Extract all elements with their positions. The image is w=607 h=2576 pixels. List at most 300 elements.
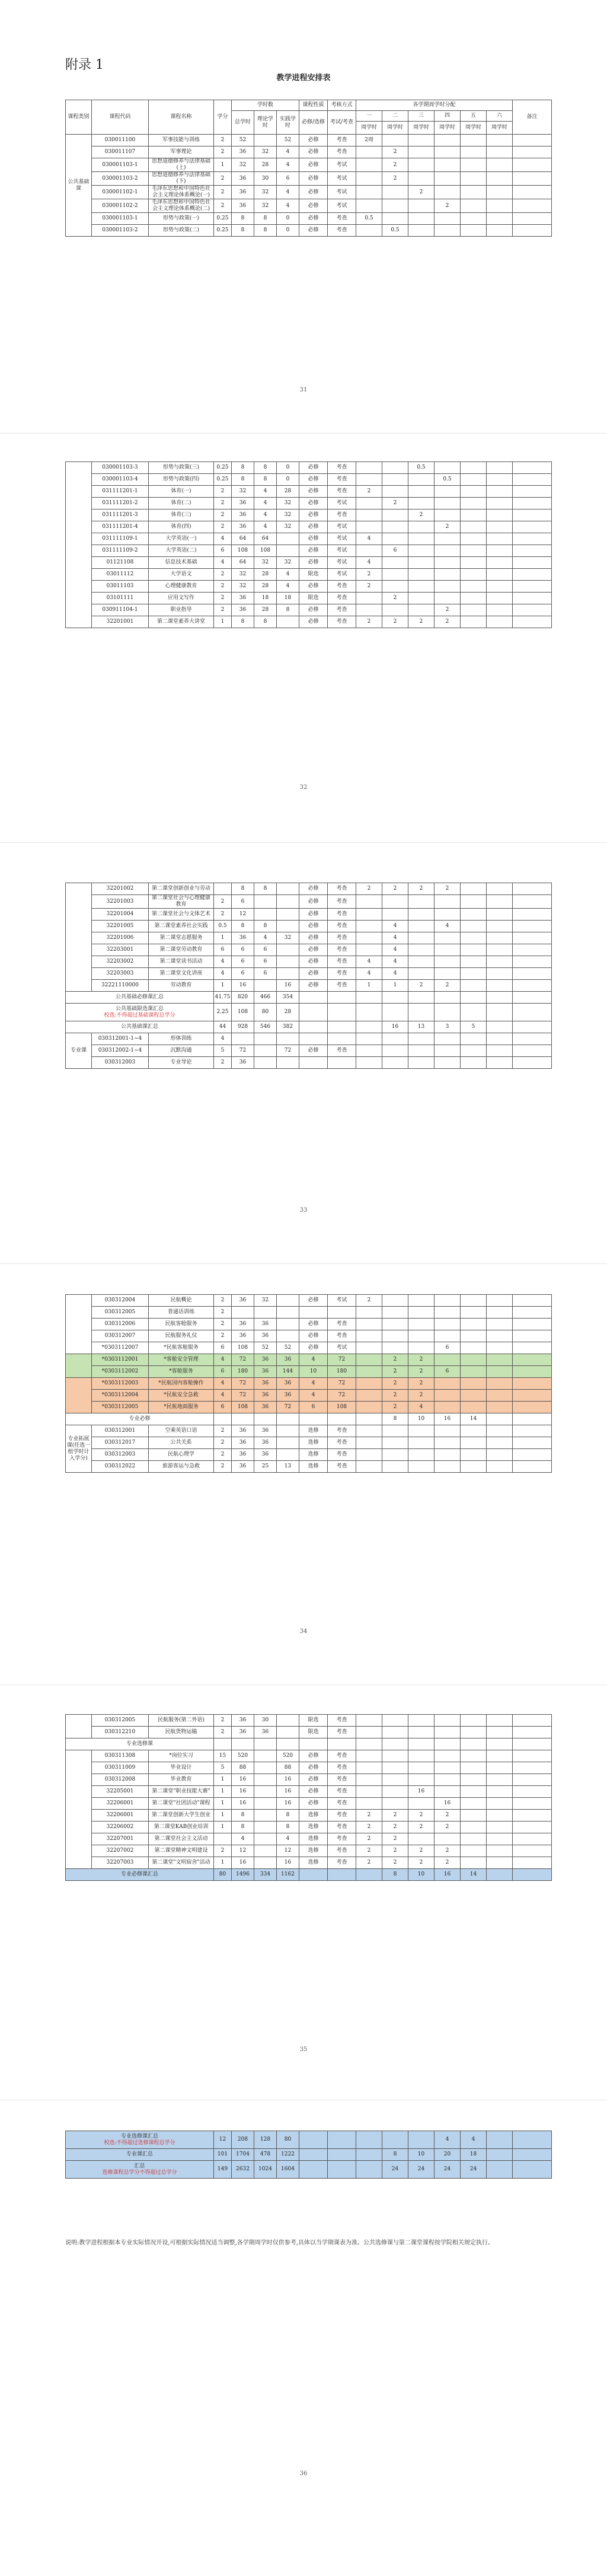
value-cell: 考查: [328, 968, 356, 980]
value-cell: [328, 2131, 356, 2149]
value-cell: [435, 1402, 461, 1413]
value-cell: 考查: [328, 1330, 356, 1342]
value-cell: [382, 581, 408, 593]
value-cell: 16: [232, 1798, 254, 1810]
value-cell: [408, 1461, 435, 1473]
value-cell: 108: [232, 1342, 254, 1354]
summary-label-cell: [66, 2131, 214, 2149]
page-number-3: 33: [299, 1207, 308, 1214]
value-cell: [232, 1738, 254, 1750]
value-cell: [356, 1319, 382, 1330]
value-cell: [408, 545, 435, 557]
value-cell: 2: [408, 1378, 435, 1390]
table-row: [66, 1378, 552, 1390]
value-cell: 必修: [299, 956, 328, 968]
value-cell: 必修: [299, 616, 328, 628]
value-cell: 必修: [299, 172, 328, 186]
value-cell: 1: [356, 980, 382, 992]
value-cell: 考查: [328, 1715, 356, 1727]
value-cell: 72: [277, 1045, 299, 1057]
value-cell: 0: [277, 474, 299, 486]
value-cell: [382, 186, 408, 199]
value-cell: [356, 2131, 382, 2149]
value-cell: 考查: [328, 1774, 356, 1786]
value-cell: 2: [356, 1295, 382, 1307]
header-code: 课程代码: [92, 100, 149, 135]
value-cell: 1: [214, 1774, 232, 1786]
value-cell: [487, 980, 513, 992]
value-cell: 16: [408, 1786, 435, 1798]
value-cell: 32: [232, 569, 254, 581]
value-cell: 考查: [328, 1845, 356, 1857]
value-cell: 1162: [277, 1869, 299, 1881]
remark-cell: [513, 883, 552, 895]
value-cell: 6: [254, 944, 277, 956]
value-cell: [408, 1307, 435, 1319]
value-cell: [277, 545, 299, 557]
remark-cell: [513, 2161, 552, 2179]
value-cell: 2: [408, 186, 435, 199]
value-cell: 2: [382, 1402, 408, 1413]
table-row: [66, 158, 552, 172]
value-cell: 考试: [328, 186, 356, 199]
value-cell: 考查: [328, 1798, 356, 1810]
value-cell: 12: [214, 2131, 232, 2149]
value-cell: [461, 486, 487, 498]
value-cell: [277, 944, 299, 956]
value-cell: 8: [254, 474, 277, 486]
value-cell: [356, 1390, 382, 1402]
course-code-cell: 030311009: [92, 1762, 149, 1774]
value-cell: 32: [254, 199, 277, 213]
value-cell: 5: [214, 1045, 232, 1057]
value-cell: 52: [232, 135, 254, 147]
value-cell: [461, 135, 487, 147]
value-cell: 考查: [328, 486, 356, 498]
value-cell: [277, 1319, 299, 1330]
value-cell: 4: [214, 533, 232, 545]
value-cell: 2: [214, 521, 232, 533]
table-row: [66, 213, 552, 225]
value-cell: [461, 462, 487, 474]
value-cell: [232, 1033, 254, 1045]
value-cell: [299, 1413, 328, 1425]
summary-row: [66, 2161, 552, 2179]
remark-cell: [513, 932, 552, 944]
table-row: [66, 581, 552, 593]
value-cell: 88: [277, 1762, 299, 1774]
value-cell: 4: [214, 1033, 232, 1045]
value-cell: 8: [254, 213, 277, 225]
value-cell: [461, 1354, 487, 1366]
course-name-cell: 公共关系: [149, 1437, 214, 1449]
course-code-cell: 030001103-1: [92, 213, 149, 225]
course-code-cell: 031111109-2: [92, 545, 149, 557]
course-name-cell: 沉默沟通: [149, 1045, 214, 1057]
value-cell: [487, 1869, 513, 1881]
value-cell: [461, 1810, 487, 1822]
value-cell: [487, 1798, 513, 1810]
course-code-cell: 32203002: [92, 956, 149, 968]
course-name-cell: 大学英语(一): [149, 533, 214, 545]
value-cell: 2: [382, 1857, 408, 1869]
value-cell: 必修: [299, 474, 328, 486]
value-cell: 2: [214, 1715, 232, 1727]
table-row: [66, 1354, 552, 1366]
course-code-cell: 031111201-4: [92, 521, 149, 533]
value-cell: [435, 581, 461, 593]
value-cell: [382, 533, 408, 545]
course-code-cell: 32207003: [92, 1857, 149, 1869]
course-name-cell: 体育(三): [149, 510, 214, 521]
value-cell: 41.75: [214, 992, 232, 1004]
value-cell: 考查: [328, 883, 356, 895]
course-code-cell: *0303112007: [92, 1342, 149, 1354]
remark-cell: [513, 486, 552, 498]
course-name-cell: 应用文写作: [149, 593, 214, 604]
remark-cell: [513, 1715, 552, 1727]
value-cell: 72: [277, 1402, 299, 1413]
value-cell: 考试: [328, 545, 356, 557]
value-cell: [487, 462, 513, 474]
value-cell: [356, 992, 382, 1004]
value-cell: [487, 616, 513, 628]
value-cell: 5: [214, 1762, 232, 1774]
table-row: [66, 883, 552, 895]
value-cell: 36: [254, 1354, 277, 1366]
value-cell: [356, 1727, 382, 1738]
value-cell: [382, 557, 408, 569]
value-cell: [435, 135, 461, 147]
value-cell: 149: [214, 2161, 232, 2179]
course-code-cell: 030312001-1~4: [92, 1033, 149, 1045]
value-cell: [356, 1354, 382, 1366]
summary-row: [66, 1738, 552, 1750]
value-cell: 考查: [328, 213, 356, 225]
remark-cell: [513, 604, 552, 616]
value-cell: [461, 1715, 487, 1727]
course-name-cell: *客舱服务: [149, 1366, 214, 1378]
value-cell: 4: [214, 956, 232, 968]
value-cell: 36: [254, 1390, 277, 1402]
value-cell: 2: [356, 1810, 382, 1822]
value-cell: [408, 1330, 435, 1342]
value-cell: [408, 1033, 435, 1045]
value-cell: [435, 186, 461, 199]
value-cell: [487, 2131, 513, 2149]
value-cell: 4: [254, 498, 277, 510]
value-cell: [382, 474, 408, 486]
remark-cell: [513, 1425, 552, 1437]
value-cell: [408, 172, 435, 186]
value-cell: [408, 992, 435, 1004]
value-cell: 2: [214, 569, 232, 581]
value-cell: [277, 1330, 299, 1342]
value-cell: [461, 474, 487, 486]
value-cell: [487, 486, 513, 498]
value-cell: 考查: [328, 474, 356, 486]
value-cell: [487, 1307, 513, 1319]
value-cell: 10: [408, 1413, 435, 1425]
value-cell: [356, 1330, 382, 1342]
value-cell: [328, 1021, 356, 1033]
value-cell: [299, 1021, 328, 1033]
value-cell: 0.5: [435, 474, 461, 486]
value-cell: 2: [435, 1822, 461, 1833]
value-cell: [435, 1833, 461, 1845]
value-cell: 选修: [299, 1449, 328, 1461]
value-cell: 选修: [299, 1461, 328, 1473]
value-cell: 16: [232, 1786, 254, 1798]
remark-cell: [513, 581, 552, 593]
summary-label: 专业必修课汇总: [120, 1871, 158, 1877]
course-code-cell: 32205001: [92, 1786, 149, 1798]
remark-cell: [513, 569, 552, 581]
value-cell: 2: [382, 172, 408, 186]
value-cell: 2: [408, 883, 435, 895]
page-separator: [0, 433, 607, 434]
value-cell: 30: [254, 172, 277, 186]
course-name-cell: 思想道德修养与法律基础(下): [149, 172, 214, 186]
table-row: [66, 1833, 552, 1845]
table-row: [66, 1715, 552, 1727]
value-cell: [408, 158, 435, 172]
course-code-cell: *0303112004: [92, 1390, 149, 1402]
table-row: [66, 1033, 552, 1045]
remark-cell: [513, 462, 552, 474]
value-cell: 36: [254, 1378, 277, 1390]
value-cell: [382, 1425, 408, 1437]
value-cell: [356, 921, 382, 932]
value-cell: [356, 1033, 382, 1045]
value-cell: [328, 1057, 356, 1069]
course-name-cell: 毕业教育: [149, 1774, 214, 1786]
value-cell: [382, 1307, 408, 1319]
value-cell: [254, 1033, 277, 1045]
course-code-cell: 32201003: [92, 895, 149, 909]
value-cell: [408, 1738, 435, 1750]
value-cell: [356, 199, 382, 213]
value-cell: 36: [254, 1366, 277, 1378]
value-cell: [254, 1786, 277, 1798]
course-name-cell: 第二课堂创新大学生创业: [149, 1810, 214, 1822]
value-cell: [356, 147, 382, 158]
course-code-cell: 030001103-2: [92, 172, 149, 186]
value-cell: [254, 135, 277, 147]
value-cell: [487, 1774, 513, 1786]
value-cell: [382, 909, 408, 921]
value-cell: 36: [232, 1437, 254, 1449]
value-cell: 144: [277, 1366, 299, 1378]
value-cell: 考查: [328, 1750, 356, 1762]
value-cell: 2.25: [214, 1004, 232, 1021]
course-name-cell: 民航服务礼仪: [149, 1330, 214, 1342]
value-cell: 选修: [299, 1833, 328, 1845]
table-row: [66, 521, 552, 533]
value-cell: [487, 909, 513, 921]
value-cell: [277, 1425, 299, 1437]
value-cell: [408, 1425, 435, 1437]
course-name-cell: 普通话训练: [149, 1307, 214, 1319]
course-name-cell: 体育(四): [149, 521, 214, 533]
header-sem-4: 四: [435, 111, 461, 122]
schedule-table-page-3: [65, 883, 552, 1069]
page-separator: [0, 1263, 607, 1264]
value-cell: [356, 545, 382, 557]
course-name-cell: 第二课堂KAB创业培训: [149, 1822, 214, 1833]
value-cell: 4: [382, 956, 408, 968]
footnote: 说明:教学进程根据本专业实际情况开设,可根据实际情况适当调整,各学期周学时仅供参考,具体以当学期课表为准。公共选修课与第二课堂课程按学院相关规定执行。: [65, 2240, 494, 2246]
value-cell: [461, 557, 487, 569]
value-cell: [487, 921, 513, 932]
value-cell: [277, 1437, 299, 1449]
value-cell: 180: [328, 1366, 356, 1378]
value-cell: 8: [382, 1413, 408, 1425]
value-cell: [461, 921, 487, 932]
value-cell: [461, 213, 487, 225]
value-cell: [408, 199, 435, 213]
value-cell: [435, 992, 461, 1004]
appendix-label: 附录 1: [65, 58, 104, 72]
value-cell: 1604: [277, 2161, 299, 2179]
course-name-cell: 空乘英语口语: [149, 1425, 214, 1437]
category-cell: [66, 1750, 92, 1869]
value-cell: [487, 1437, 513, 1449]
value-cell: [435, 545, 461, 557]
value-cell: 13: [277, 1461, 299, 1473]
value-cell: [461, 883, 487, 895]
value-cell: 36: [254, 1319, 277, 1330]
course-name-cell: *民航地面服务: [149, 1402, 214, 1413]
value-cell: [487, 1738, 513, 1750]
value-cell: 考试: [328, 557, 356, 569]
header-weekly-1: 周学时: [356, 122, 382, 135]
value-cell: [487, 1366, 513, 1378]
schedule-table-page-6: [65, 2131, 552, 2179]
value-cell: 考查: [328, 932, 356, 944]
value-cell: [408, 1319, 435, 1330]
value-cell: [382, 1449, 408, 1461]
value-cell: 考查: [328, 909, 356, 921]
value-cell: [487, 1378, 513, 1390]
summary-row: [66, 992, 552, 1004]
value-cell: 必修: [299, 486, 328, 498]
table-row: [66, 616, 552, 628]
value-cell: [408, 1004, 435, 1021]
table-row: [66, 186, 552, 199]
value-cell: 52: [254, 1342, 277, 1354]
summary-label: 公共基础必修课汇总: [115, 994, 164, 1000]
value-cell: 28: [254, 581, 277, 593]
course-name-cell: 毛泽东思想和中国特色社会主义理论体系概论(一): [149, 186, 214, 199]
value-cell: 36: [232, 1057, 254, 1069]
value-cell: 6: [435, 1366, 461, 1378]
value-cell: [356, 1738, 382, 1750]
course-name-cell: 第二课堂社会与心理健康教育: [149, 895, 214, 909]
value-cell: [277, 1307, 299, 1319]
summary-label-cell: [66, 1738, 214, 1750]
value-cell: [328, 1004, 356, 1021]
value-cell: 4: [435, 2131, 461, 2149]
table-row: [66, 956, 552, 968]
value-cell: [254, 980, 277, 992]
value-cell: 考试: [328, 172, 356, 186]
value-cell: 32: [277, 521, 299, 533]
value-cell: [277, 1413, 299, 1425]
value-cell: [435, 1750, 461, 1762]
value-cell: [461, 1390, 487, 1402]
value-cell: [435, 533, 461, 545]
value-cell: 36: [232, 1425, 254, 1437]
value-cell: [254, 1810, 277, 1822]
course-code-cell: 030001103-3: [92, 462, 149, 474]
value-cell: [356, 1425, 382, 1437]
remark-cell: [513, 225, 552, 237]
value-cell: [435, 1437, 461, 1449]
value-cell: 30: [254, 1715, 277, 1727]
course-name-cell: 第二课堂社会与文体艺术: [149, 909, 214, 921]
summary-label-cell: [66, 1869, 214, 1881]
course-code-cell: 030312008: [92, 1774, 149, 1786]
value-cell: 必修: [299, 1750, 328, 1762]
value-cell: 36: [232, 1449, 254, 1461]
remark-cell: [513, 1822, 552, 1833]
value-cell: 选修: [299, 1425, 328, 1437]
value-cell: 16: [435, 1798, 461, 1810]
value-cell: [461, 1295, 487, 1307]
value-cell: 2: [435, 1845, 461, 1857]
value-cell: [435, 172, 461, 186]
value-cell: [356, 462, 382, 474]
value-cell: 考查: [328, 1045, 356, 1057]
value-cell: [487, 944, 513, 956]
value-cell: [487, 1402, 513, 1413]
value-cell: 2: [382, 498, 408, 510]
header-name: 课程名称: [149, 100, 214, 135]
value-cell: [277, 968, 299, 980]
value-cell: 必修: [299, 883, 328, 895]
value-cell: [382, 1342, 408, 1354]
value-cell: 72: [232, 1354, 254, 1366]
value-cell: 0: [277, 462, 299, 474]
value-cell: 考试: [328, 533, 356, 545]
value-cell: [487, 1319, 513, 1330]
summary-label-cell: [66, 1413, 214, 1425]
table-row: [66, 486, 552, 498]
value-cell: 36: [232, 147, 254, 158]
value-cell: [487, 1330, 513, 1342]
value-cell: 考查: [328, 581, 356, 593]
course-name-cell: *民航国内客舱操作: [149, 1378, 214, 1390]
value-cell: 128: [254, 2131, 277, 2149]
value-cell: 考查: [328, 1461, 356, 1473]
value-cell: [487, 1857, 513, 1869]
value-cell: 32: [277, 498, 299, 510]
value-cell: 36: [232, 1727, 254, 1738]
course-name-cell: 民航服务(第二外语): [149, 1715, 214, 1727]
value-cell: [299, 1307, 328, 1319]
summary-note: 校选:不得超过选修课程总学分: [104, 2139, 175, 2146]
remark-cell: [513, 593, 552, 604]
table-row: [66, 1822, 552, 1833]
value-cell: 2: [214, 1319, 232, 1330]
value-cell: [487, 135, 513, 147]
value-cell: [435, 956, 461, 968]
course-name-cell: 第二课堂志愿服务: [149, 932, 214, 944]
value-cell: 8: [232, 921, 254, 932]
value-cell: [356, 1750, 382, 1762]
value-cell: 25: [254, 1461, 277, 1473]
